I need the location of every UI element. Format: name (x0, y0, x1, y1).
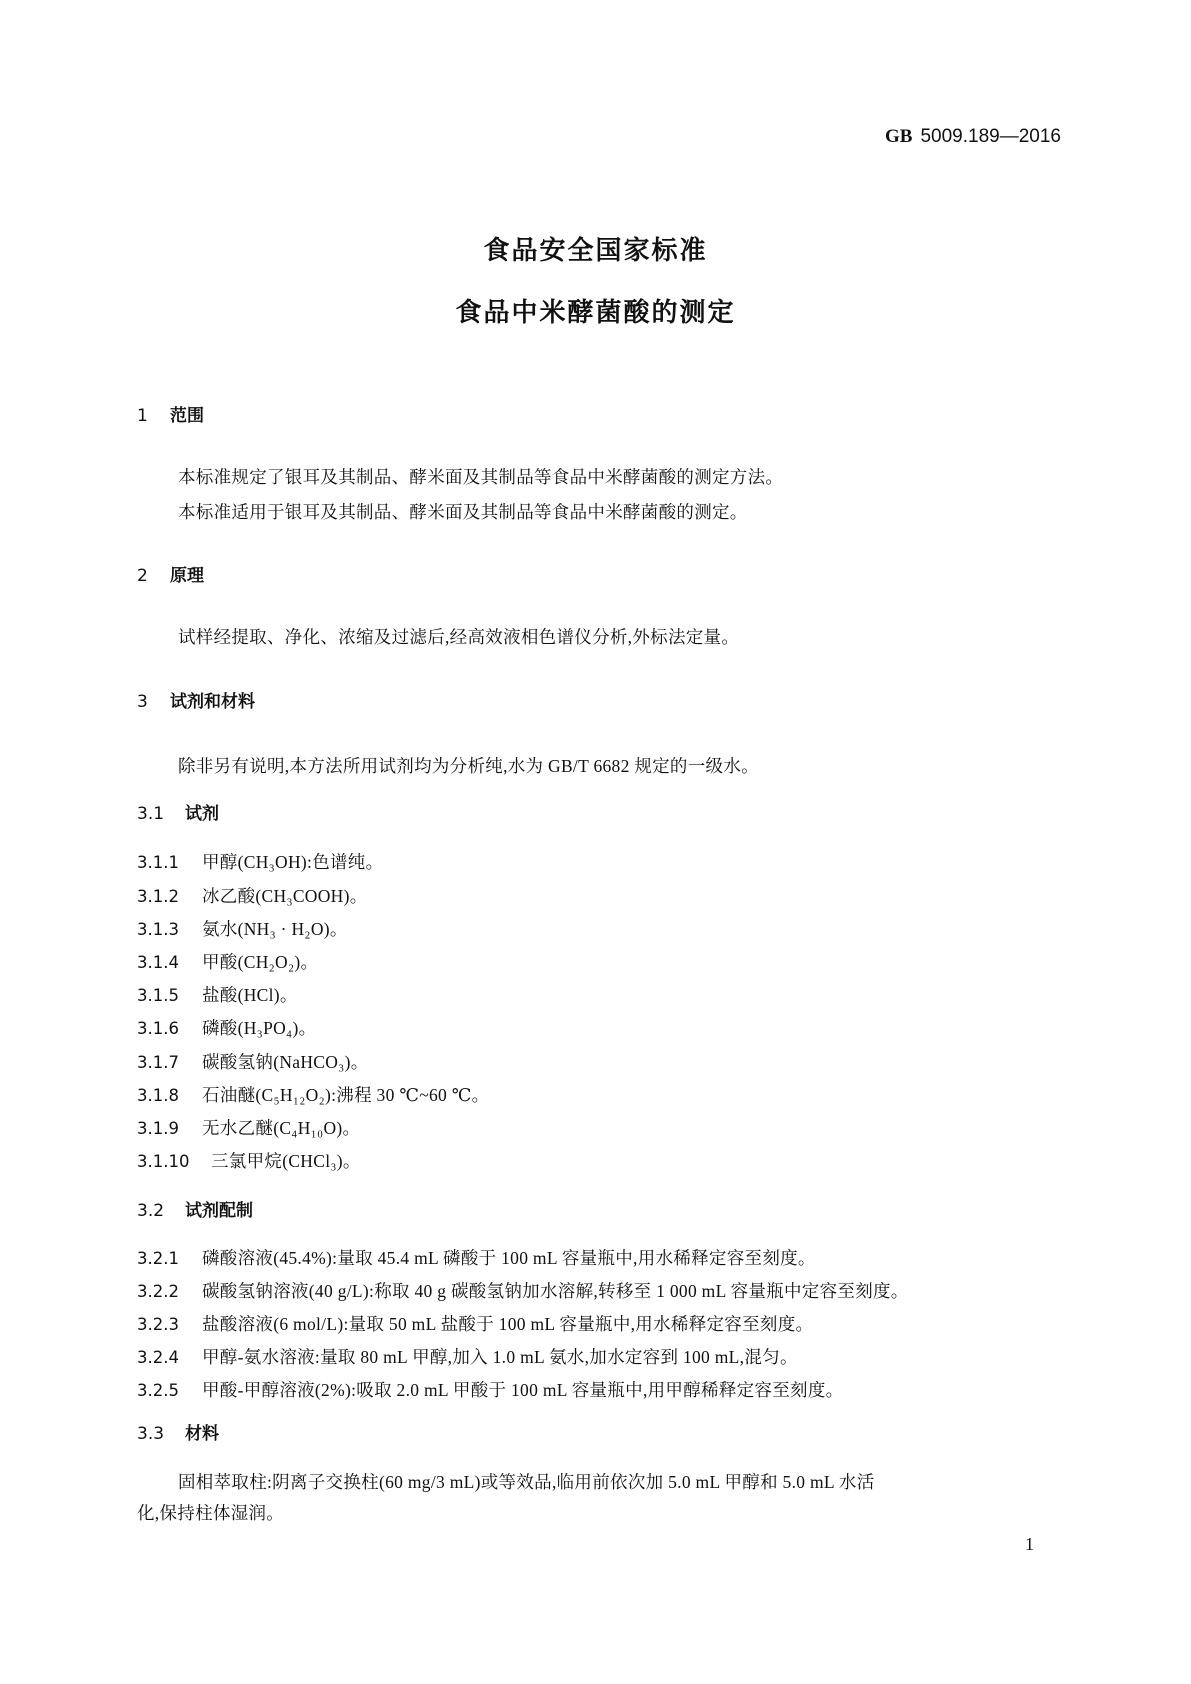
section-heading-scope (137, 408, 204, 425)
item-text: 冰乙酸(CH₃COOH)。 (202, 886, 368, 906)
item-number: 3.1.9 (137, 1119, 179, 1138)
item-number: 3.1.5 (137, 986, 179, 1005)
item-number: 3.2.3 (137, 1315, 179, 1334)
section-heading-principle (137, 568, 204, 585)
item-number: 3.1.3 (137, 920, 179, 939)
item-number: 3.1.6 (137, 1019, 179, 1038)
page-number: 1 (1025, 1534, 1034, 1554)
item-text: 氨水(NH₃ · H₂O)。 (202, 919, 348, 939)
reagent-item (137, 1020, 316, 1038)
preparation-item (137, 1283, 909, 1301)
reagent-item (137, 954, 318, 972)
item-text: 石油醚(C₅H₁₂O₂):沸程 30 ℃~60 ℃。 (202, 1085, 490, 1105)
item-text: 三氯甲烷(CHCl₃)。 (211, 1151, 361, 1171)
section-title: 原理 (170, 566, 204, 586)
item-number: 3.2.1 (137, 1249, 179, 1268)
item-text: 甲醇(CH₃OH):色谱纯。 (202, 852, 384, 872)
item-text: 甲酸(CH₂O₂)。 (202, 952, 319, 972)
item-number: 3.2.5 (137, 1381, 179, 1400)
item-number: 3.1.4 (137, 953, 179, 972)
item-text: 磷酸(H₃PO₄)。 (202, 1018, 317, 1038)
preparation-item (137, 1349, 798, 1367)
subsection-heading-reagents (137, 806, 219, 823)
preparation-item (137, 1382, 843, 1400)
item-text: 盐酸溶液(6 mol/L):量取 50 mL 盐酸于 100 mL 容量瓶中,用水稀释定容至刻度。 (202, 1314, 814, 1334)
subsection-number: 3.2 (137, 1201, 165, 1221)
reagent-item (137, 987, 298, 1005)
section-number: 2 (137, 566, 148, 586)
item-number: 3.2.4 (137, 1348, 179, 1367)
paragraph: 试样经提取、净化、浓缩及过滤后,经高效液相色谱仪分析,外标法定量。 (178, 627, 740, 647)
reagent-item (137, 1087, 489, 1105)
section-title: 范围 (170, 406, 204, 426)
item-number: 3.1.7 (137, 1053, 179, 1072)
reagent-item (137, 1054, 369, 1072)
item-number: 3.1.1 (137, 853, 179, 872)
subsection-heading-reagent-preparation (137, 1203, 253, 1220)
section-heading-reagents-materials (137, 694, 255, 711)
item-number: 3.2.2 (137, 1282, 179, 1301)
subsection-number: 3.3 (137, 1424, 165, 1444)
reagent-item (137, 854, 383, 872)
document-title-line2: 食品中米酵菌酸的测定 (455, 298, 736, 328)
reagent-item (137, 1120, 360, 1138)
subsection-number: 3.1 (137, 804, 165, 824)
paragraph: 除非另有说明,本方法所用试剂均为分析纯,水为 GB/T 6682 规定的一级水。 (178, 756, 759, 776)
section-number: 3 (137, 692, 148, 712)
subsection-title: 试剂配制 (185, 1201, 253, 1221)
item-number: 3.1.10 (137, 1152, 190, 1171)
item-text: 甲酸-甲醇溶液(2%):吸取 2.0 mL 甲酸于 100 mL 容量瓶中,用甲醇稀释定容至刻度。 (202, 1380, 844, 1400)
item-text: 磷酸溶液(45.4%):量取 45.4 mL 磷酸于 100 mL 容量瓶中,用水稀释定容至刻度。 (202, 1248, 816, 1268)
reagent-item (137, 921, 348, 939)
item-text: 碳酸氢钠(NaHCO₃)。 (202, 1052, 369, 1072)
subsection-title: 试剂 (185, 804, 219, 824)
reagent-item (137, 1153, 361, 1171)
subsection-title: 材料 (185, 1424, 219, 1444)
item-text: 甲醇-氨水溶液:量取 80 mL 甲醇,加入 1.0 mL 氨水,加水定容到 100 mL,混匀。 (202, 1347, 798, 1367)
preparation-item (137, 1250, 816, 1268)
paragraph-continuation: 化,保持柱体湿润。 (137, 1503, 285, 1523)
reagent-item (137, 888, 368, 906)
paragraph: 本标准适用于银耳及其制品、酵米面及其制品等食品中米酵菌酸的测定。 (178, 502, 748, 522)
item-number: 3.1.2 (137, 887, 179, 906)
item-number: 3.1.8 (137, 1086, 179, 1105)
standard-prefix: GB (885, 126, 913, 147)
item-text: 无水乙醚(C₄H₁₀O)。 (202, 1118, 361, 1138)
section-number: 1 (137, 406, 148, 426)
item-text: 碳酸氢钠溶液(40 g/L):称取 40 g 碳酸氢钠加水溶解,转移至 1 000 mL 容量瓶中定容至刻度。 (202, 1281, 909, 1301)
paragraph: 本标准规定了银耳及其制品、酵米面及其制品等食品中米酵菌酸的测定方法。 (178, 467, 784, 487)
item-text: 盐酸(HCl)。 (202, 985, 298, 1005)
standard-number: 5009.189—2016 (920, 126, 1061, 147)
standard-code (885, 127, 1061, 146)
preparation-item (137, 1316, 813, 1334)
document-title-line1: 食品安全国家标准 (483, 236, 708, 266)
paragraph: 固相萃取柱:阴离子交换柱(60 mg/3 mL)或等效品,临用前依次加 5.0 mL 甲醇和 5.0 mL 水活 (178, 1472, 875, 1492)
section-title: 试剂和材料 (170, 692, 255, 712)
subsection-heading-materials (137, 1426, 219, 1443)
